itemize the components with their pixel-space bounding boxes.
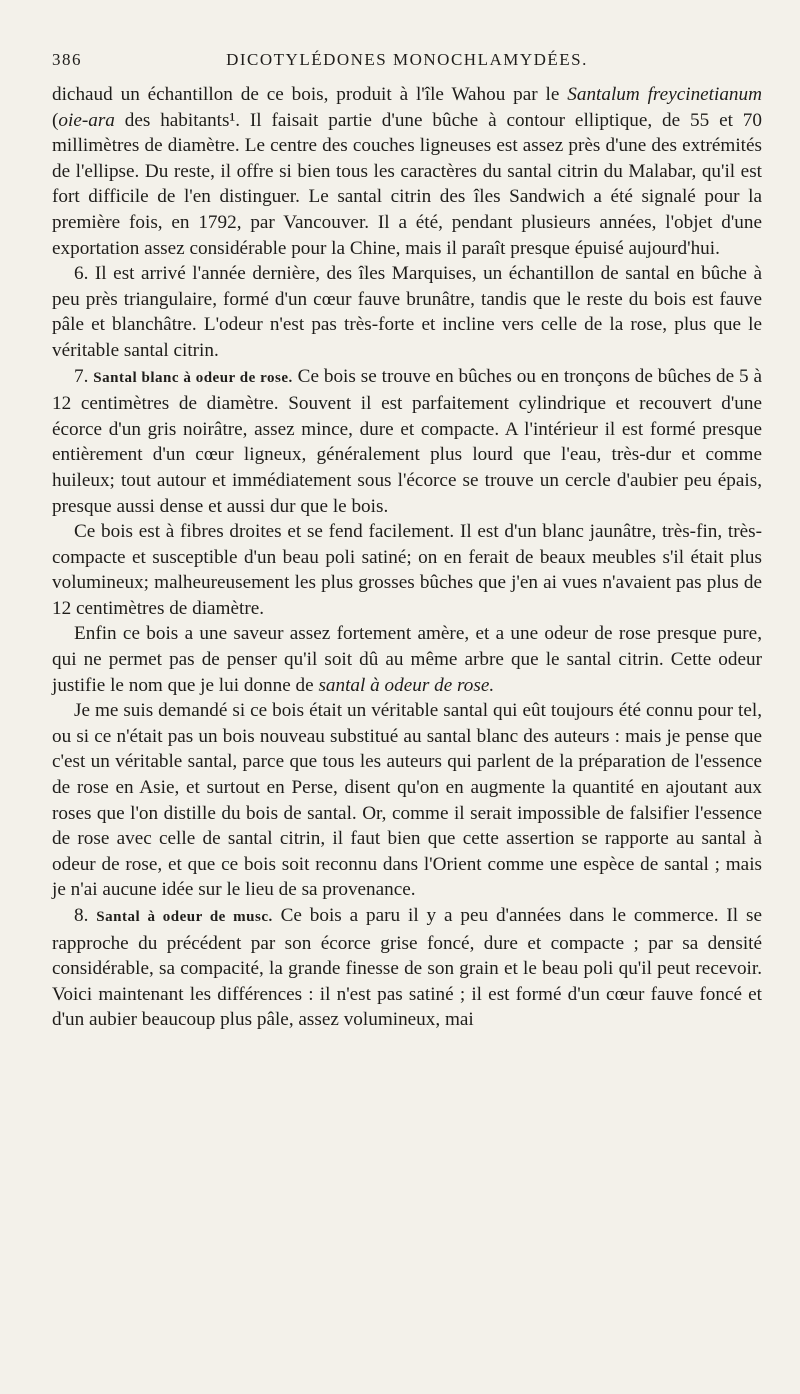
paragraph-2: 6. Il est arrivé l'année dernière, des îles Marquises, un échantillon de santal en bûche à peu près triangulaire, formé d'un cœur fauve brunâtre, tandis que le reste du bois est fauve pâle et blanchâtre. L'odeur n'est pas très-forte et incline vers celle de la rose, plus que le véritable santal citrin. (52, 263, 762, 361)
paragraph-5-text: Enfin ce bois a une saveur assez fortement amère, et a une odeur de rose presque pure, qui ne permet pas de penser qu'il soit dû au même arbre que le santal citrin. Cette odeur justifie le nom que je lui donne de (52, 623, 762, 696)
species-name: Santalum freycinetianum (567, 84, 762, 105)
entry-number-8: 8. (74, 905, 97, 926)
entry-heading-santal-blanc: Santal blanc à odeur de rose. (93, 369, 293, 386)
paragraph-1 (52, 82, 762, 261)
running-title: DICOTYLÉDONES MONOCHLAMYDÉES. (226, 50, 588, 69)
paragraph-7-text: Ce bois a paru il y a peu d'années dans le commerce. Il se rapproche du précédent par son écorce grise foncé, dure et compacte ; par sa densité considérable, sa compacité, la grande finesse de son grain et le beau poli qu'il peut recevoir. Voici maintenant les différences : il n'est pas satiné ; il est formé d'un cœur fauve foncé et d'un aubier beaucoup plus pâle, assez volumineux, mai (52, 905, 762, 1031)
entry-heading-santal-musc: Santal à odeur de musc. (96, 909, 273, 925)
page-header (52, 50, 762, 70)
paragraph-3-text: Ce bois se trouve en bûches ou en tronçons de bûches de 5 à 12 centimètres de diamètre. Souvent il est parfaitement cylindrique et recouvert d'une écorce d'un gris noirâtre, assez mince, dure et compacte. A l'intérieur il est formé presque entièrement d'un cœur ligneux, généralement plus lourd que l'eau, très-dur et comme huileux; tout autour et immédiatement sous l'écorce se trouve un cercle d'aubier peu épais, presque aussi dense et aussi dur que le bois. (52, 365, 763, 517)
body-text (52, 82, 762, 1033)
wood-name-italic: santal à odeur de rose. (318, 674, 495, 696)
page-number: 386 (52, 50, 82, 69)
paragraph-3 (52, 364, 762, 520)
paragraph-1-text-b: ( (52, 109, 59, 131)
paragraph-1-text-c: des habitants¹. Il faisait partie d'une bûche à contour elliptique, de 55 et 70 millimètres de diamètre. Le centre des couches ligneuses est assez près d'une des extrémités de l'ellipse. Du reste, il offre si bien tous les caractères du santal citrin du Malabar, qu'il est fort difficile de l'en distinguer. Le santal citrin des îles Sandwich a été signalé pour la première fois, en 1792, par Vancouver. Il a été, pendant plusieurs années, l'objet d'une exportation assez considérable pour la Chine, mais il paraît presque épuisé aujourd'hui. (52, 109, 762, 259)
paragraph-6: Je me suis demandé si ce bois était un véritable santal qui eût toujours été connu pour tel, ou si ce n'était pas un bois nouveau substitué au santal blanc des auteurs : mais je pense que c'est un véritable santal, parce que tous les auteurs qui parlent de la préparation de l'essence de rose en Asie, et surtout en Perse, disent qu'on en augmente la quantité en ajoutant aux roses que l'on distille du bois de santal. Or, comme il serait impossible de falsifier l'essence de rose avec celle de santal citrin, il faut bien que cette assertion se rapporte au santal à odeur de rose, et que ce bois soit reconnu dans l'Orient comme une espèce de santal ; mais je n'ai aucune idée sur le lieu de sa provenance. (52, 700, 762, 901)
paragraph-7 (52, 903, 762, 1033)
paragraph-1-text-a: dichaud un échantillon de ce bois, produit à l'île Wahou par le (52, 84, 568, 105)
local-name: oie-ara (58, 109, 115, 131)
paragraph-4: Ce bois est à fibres droites et se fend facilement. Il est d'un blanc jaunâtre, très-fin, très-compacte et susceptible d'un beau poli satiné; on en ferait de beaux meubles s'il était plus volumineux; malheureusement les plus grosses bûches que j'en ai vues n'avaient pas plus de 12 centimètres de diamètre. (52, 521, 762, 619)
entry-number-7: 7. (74, 365, 94, 387)
paragraph-5 (52, 621, 762, 698)
